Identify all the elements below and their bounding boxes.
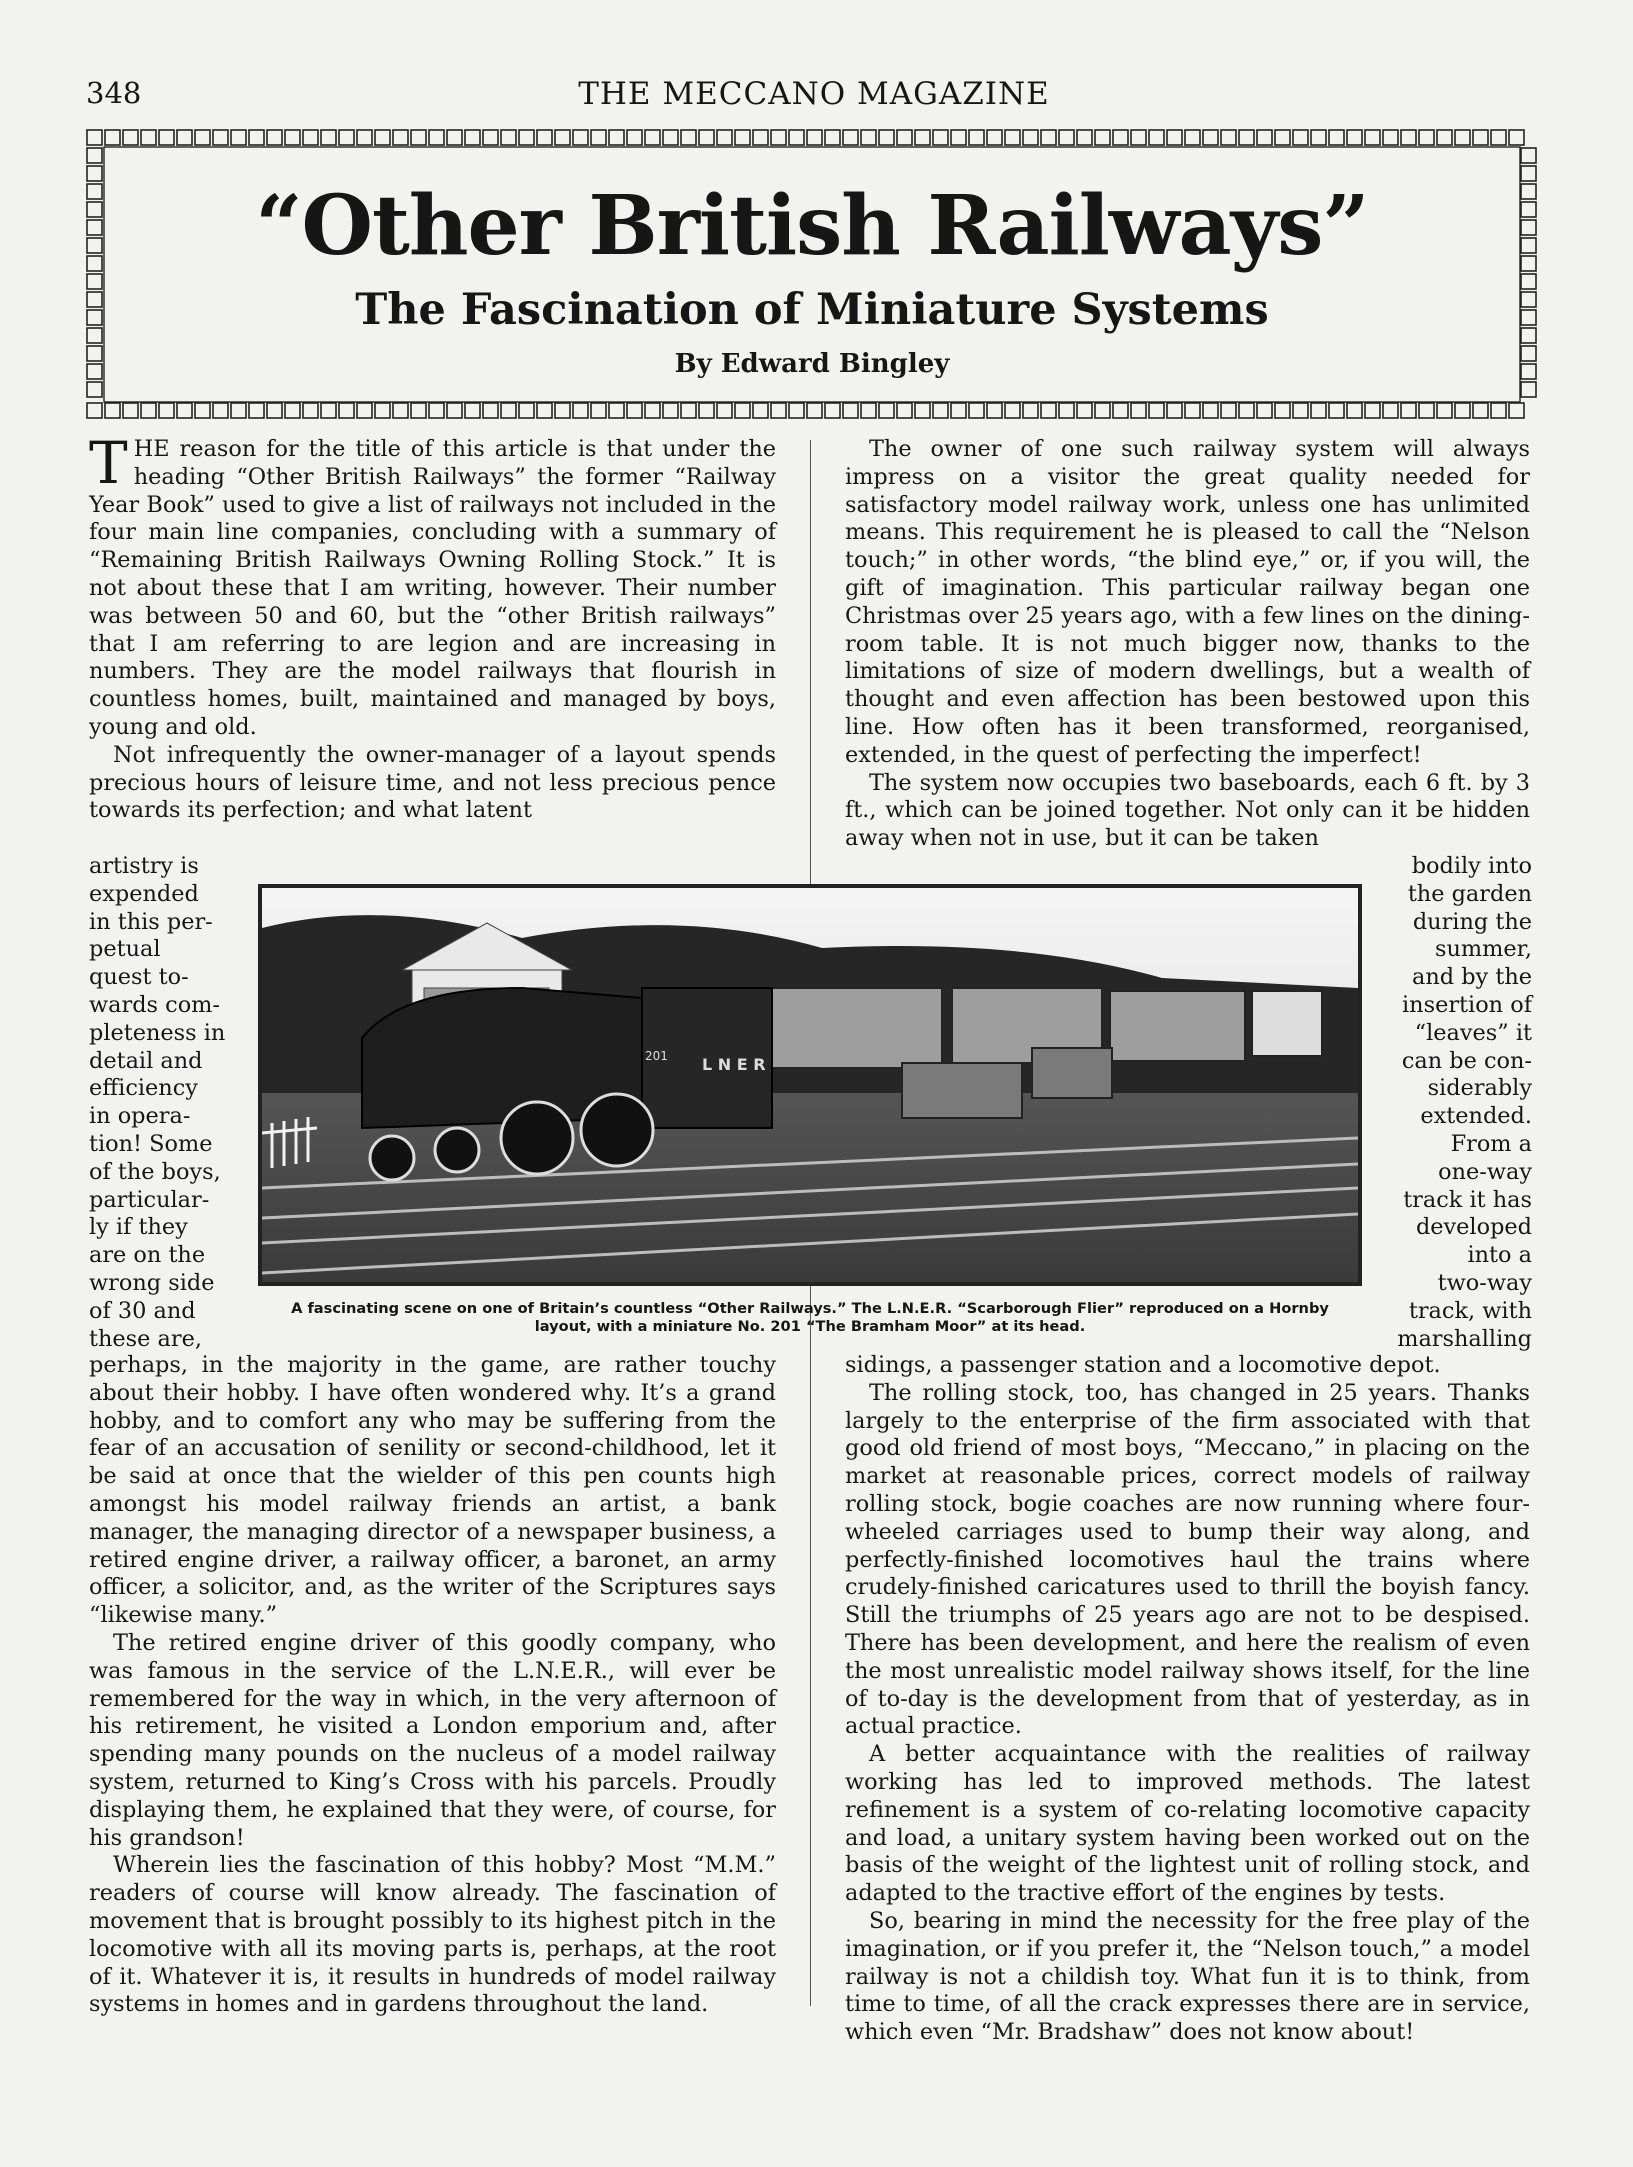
border-square xyxy=(1257,403,1272,418)
border-square xyxy=(933,403,948,418)
border-square xyxy=(753,403,768,418)
border-square xyxy=(681,403,696,418)
border-square xyxy=(447,403,462,418)
wrap-line: pleteness in xyxy=(89,1019,226,1046)
border-square xyxy=(1383,403,1398,418)
border-square xyxy=(969,130,984,145)
border-square xyxy=(825,403,840,418)
border-square xyxy=(1419,130,1434,145)
border-square xyxy=(1509,130,1524,145)
left-column-bottom xyxy=(89,1352,776,2019)
engine-number: 201 xyxy=(645,1049,668,1063)
wrap-line: particular- xyxy=(89,1186,210,1213)
border-square xyxy=(951,403,966,418)
title-box xyxy=(86,129,1538,420)
border-square xyxy=(933,130,948,145)
wrap-line: wrong side xyxy=(89,1269,215,1296)
border-square xyxy=(393,130,408,145)
border-square xyxy=(987,130,1002,145)
wrap-line: artistry is xyxy=(89,853,199,879)
left-wrap-text xyxy=(89,853,229,1353)
border-square xyxy=(699,130,714,145)
paragraph-text: HE reason for the title of this article is that under the heading “Other British Railways” the former “Railway Year Book” used to give a list of railways not included in the four main line companies, concluding with a summary of “Remaining British Railways Owning Rolling Stock.” It is not about these that I am writing, however. Their number was between 50 and 60, but the “other British railways” that I am referring to are legion and are increasing in numbers. They are the model railways that flourish in countless homes, built, maintained and managed by boys, young and old. xyxy=(89,436,776,740)
border-square xyxy=(123,130,138,145)
border-square xyxy=(753,130,768,145)
paragraph xyxy=(89,429,776,742)
border-square xyxy=(537,130,552,145)
border-square xyxy=(969,403,984,418)
border-square xyxy=(1185,130,1200,145)
border-square xyxy=(1005,130,1020,145)
border-square xyxy=(321,130,336,145)
border-square xyxy=(87,148,102,163)
border-square xyxy=(843,130,858,145)
border-square xyxy=(1239,130,1254,145)
paragraph: So, bearing in mind the necessity for the free play of the imagination, or if you prefer it, the “Nelson touch,” a model railway is not a childish toy. What fun it is to think, from time to time, of all the crack expresses there are in service, which even “Mr. Bradshaw” does not know about! xyxy=(845,1907,1530,2046)
border-square xyxy=(987,403,1002,418)
wrap-line: siderably xyxy=(1427,1075,1532,1102)
paragraph: The owner of one such railway system will always impress on a visitor the great quality needed for satisfactory model railway work, unless one has unlimited means. This requirement he is pleased to call the “Nelson touch;” in other words, “the blind eye,” or, if you will, the gift of imagination. This particular railway began one Christmas over 25 years ago, with a few lines on the dining-room table. It is not much bigger now, thanks to the limitations of size of modern dwellings, but a wealth of thought and even affection has been bestowed upon this line. How often has it been transformed, reorganised, extended, in the quest of perfecting the imperfect! xyxy=(845,436,1530,768)
border-square xyxy=(1491,403,1506,418)
wrap-line: petual xyxy=(89,936,161,963)
border-square xyxy=(159,403,174,418)
photo-caption xyxy=(258,1300,1362,1336)
border-square xyxy=(717,130,732,145)
wrap-line: and by the xyxy=(1412,964,1532,991)
border-square xyxy=(141,130,156,145)
border-square xyxy=(1437,130,1452,145)
border-square xyxy=(681,130,696,145)
border-square xyxy=(195,130,210,145)
border-square xyxy=(249,403,264,418)
border-square xyxy=(321,403,336,418)
paragraph: The retired engine driver of this goodly company, who was famous in the service of the L.N.E.R., will ever be remembered for the way in which, in the very afternoon of his retirement, he visited a London emporium and, after spending many pounds on the nucleus of a model railway system, returned to King’s Cross with his parcels. Proudly displaying them, he explained that they were, of course, for his grandson! xyxy=(89,1629,776,1851)
border-square xyxy=(411,403,426,418)
wrap-line: into a xyxy=(1467,1242,1532,1269)
border-square xyxy=(1347,403,1362,418)
border-square xyxy=(1521,274,1536,289)
border-square xyxy=(375,130,390,145)
border-square xyxy=(1239,403,1254,418)
border-square xyxy=(1437,403,1452,418)
border-square xyxy=(1095,403,1110,418)
border-square xyxy=(645,130,660,145)
border-square xyxy=(609,130,624,145)
border-square xyxy=(1473,130,1488,145)
border-square xyxy=(915,130,930,145)
border-square xyxy=(1293,130,1308,145)
border-square xyxy=(375,403,390,418)
wrap-line: track, with xyxy=(1408,1297,1532,1324)
border-square xyxy=(1419,403,1434,418)
border-square xyxy=(789,403,804,418)
running-head xyxy=(86,76,1542,122)
border-square xyxy=(501,130,516,145)
border-square xyxy=(663,403,678,418)
border-square xyxy=(951,130,966,145)
border-square xyxy=(231,130,246,145)
border-square xyxy=(1521,166,1536,181)
border-square xyxy=(303,130,318,145)
border-square xyxy=(519,403,534,418)
wrap-line: in this per- xyxy=(89,908,213,935)
wrap-line: during the xyxy=(1412,908,1532,935)
wrap-line: marshalling xyxy=(1397,1325,1532,1352)
border-square xyxy=(789,130,804,145)
border-square xyxy=(267,403,282,418)
paragraph: A better acquaintance with the realities of railway working has led to improved methods. The latest refinement is a system of co-relating locomotive capacity and load, a unitary system having been worked out on the basis of the weight of the lightest unit of rolling stock, and adapted to the tractive effort of the engines by tests. xyxy=(845,1741,1530,1907)
border-square xyxy=(1113,130,1128,145)
wrap-line: of 30 and xyxy=(89,1297,196,1324)
border-square xyxy=(1293,403,1308,418)
border-square xyxy=(915,403,930,418)
border-square xyxy=(1203,403,1218,418)
wrap-line: quest to- xyxy=(89,964,189,991)
border-square xyxy=(843,403,858,418)
border-square xyxy=(771,130,786,145)
border-square xyxy=(591,403,606,418)
border-square xyxy=(267,130,282,145)
paragraph: The system now occupies two baseboards, each 6 ft. by 3 ft., which can be joined together. Not only can it be hidden away when not in use, but it can be taken xyxy=(845,769,1530,852)
article-title: “Other British Railways” xyxy=(255,178,1369,274)
paragraph: Wherein lies the fascination of this hobby? Most “M.M.” readers of course will know already. The fascination of movement that is brought possibly to its highest pitch in the locomotive with all its moving parts is, perhaps, at the root of it. Whatever it is, it results in hundreds of model railway systems in homes and in gardens throughout the land. xyxy=(89,1852,776,2018)
border-square xyxy=(879,403,894,418)
border-square xyxy=(1149,403,1164,418)
drop-cap: T xyxy=(89,429,128,497)
left-column-top xyxy=(89,429,776,825)
border-square xyxy=(1329,403,1344,418)
border-square xyxy=(1275,403,1290,418)
border-square xyxy=(1401,130,1416,145)
wrap-line: of the boys, xyxy=(89,1158,221,1185)
border-square xyxy=(1455,130,1470,145)
border-square xyxy=(105,130,120,145)
border-square xyxy=(1167,403,1182,418)
border-square xyxy=(213,403,228,418)
border-square xyxy=(231,403,246,418)
border-square xyxy=(1521,382,1536,397)
wrap-line: “leaves” it xyxy=(1414,1019,1532,1046)
border-square xyxy=(357,403,372,418)
border-square xyxy=(87,166,102,181)
border-square xyxy=(1365,130,1380,145)
wrap-line: bodily into xyxy=(1411,853,1532,879)
border-square xyxy=(1521,148,1536,163)
border-square xyxy=(1005,403,1020,418)
right-wrap-text xyxy=(1395,853,1532,1353)
border-square xyxy=(429,130,444,145)
border-square xyxy=(645,403,660,418)
border-square xyxy=(861,130,876,145)
border-square xyxy=(465,403,480,418)
engine-lettering: L N E R xyxy=(702,1055,766,1074)
paragraph: The rolling stock, too, has changed in 25 years. Thanks largely to the enterprise of the firm associated with that good old friend of most boys, “Meccano,” in placing on the market at reasonable prices, correct models of railway rolling stock, bogie coaches are now running where four-wheeled carriages used to bump their way along, and perfectly-finished locomotives haul the trains where crudely-finished caricatures used to thrill the boyish fancy. Still the triumphs of 25 years ago are not to be despised. There has been development, and here the realism of even the most unrealistic model railway shows itself, for the line of to-day is the development from that of yesterday, as in actual practice. xyxy=(845,1379,1530,1740)
wrap-line: in opera- xyxy=(89,1103,191,1130)
right-column-top xyxy=(845,436,1530,853)
border-square xyxy=(393,403,408,418)
border-square xyxy=(1077,403,1092,418)
border-square xyxy=(1023,403,1038,418)
border-square xyxy=(177,130,192,145)
border-square xyxy=(213,130,228,145)
border-square xyxy=(357,130,372,145)
border-square xyxy=(1509,403,1524,418)
border-square xyxy=(1131,403,1146,418)
wrap-line: one-way xyxy=(1438,1158,1532,1185)
train-photo xyxy=(258,884,1362,1286)
border-square xyxy=(141,403,156,418)
wrap-line: the garden xyxy=(1407,880,1532,907)
wrap-line: wards com- xyxy=(89,991,220,1018)
wrap-line: tion! Some xyxy=(89,1130,213,1157)
magazine-title: THE MECCANO MAGAZINE xyxy=(578,76,1050,112)
border-square xyxy=(1221,130,1236,145)
border-square xyxy=(483,403,498,418)
border-square xyxy=(825,130,840,145)
right-column-bottom xyxy=(845,1352,1530,2047)
byline: By Edward Bingley xyxy=(674,349,950,379)
border-square xyxy=(1059,130,1074,145)
border-square xyxy=(447,130,462,145)
border-square xyxy=(879,130,894,145)
border-square xyxy=(1059,403,1074,418)
border-square xyxy=(699,403,714,418)
caption-line: layout, with a miniature No. 201 “The Bramham Moor” at its head. xyxy=(534,1318,1086,1335)
border-square xyxy=(339,403,354,418)
border-square xyxy=(1365,403,1380,418)
border-square xyxy=(555,403,570,418)
wrap-line: are on the xyxy=(89,1242,206,1269)
border-square xyxy=(735,403,750,418)
border-square xyxy=(663,130,678,145)
border-square xyxy=(177,403,192,418)
wrap-line: developed xyxy=(1415,1214,1532,1241)
border-square xyxy=(861,403,876,418)
border-square xyxy=(1311,130,1326,145)
border-square xyxy=(1401,403,1416,418)
border-square xyxy=(87,274,102,289)
border-square xyxy=(1203,130,1218,145)
border-square xyxy=(1185,403,1200,418)
border-square xyxy=(897,403,912,418)
border-square xyxy=(1023,130,1038,145)
border-square xyxy=(501,403,516,418)
border-square xyxy=(123,403,138,418)
page-number: 348 xyxy=(86,76,142,110)
border-square xyxy=(1347,130,1362,145)
article-subtitle: The Fascination of Miniature Systems xyxy=(355,285,1269,335)
wrap-line: can be con- xyxy=(1401,1047,1532,1074)
border-square xyxy=(465,130,480,145)
border-square xyxy=(285,130,300,145)
border-square xyxy=(195,403,210,418)
wrap-line: detail and xyxy=(89,1047,203,1074)
border-square xyxy=(285,403,300,418)
border-square xyxy=(1149,130,1164,145)
border-square xyxy=(411,130,426,145)
border-square xyxy=(627,403,642,418)
border-square xyxy=(807,130,822,145)
caption-line: A fascinating scene on one of Britain’s countless “Other Railways.” The L.N.E.R. “Scarborough Flier” reproduced on a Hornby xyxy=(291,1300,1329,1317)
wrap-line: From a xyxy=(1450,1130,1532,1157)
border-square xyxy=(591,130,606,145)
border-square xyxy=(1329,130,1344,145)
wrap-line: ly if they xyxy=(89,1214,188,1241)
paragraph: perhaps, in the majority in the game, are rather touchy about their hobby. I have often wondered why. It’s a grand hobby, and to comfort any who may be suffering from the fear of an accusation of senility or second-childhood, let it be said at once that the wielder of this pen counts high amongst his model railway friends an artist, a bank manager, the managing director of a newspaper business, a retired engine driver, a railway officer, a baronet, an army officer, a solicitor, and, as the writer of the Scriptures says “likewise many.” xyxy=(89,1352,776,1629)
border-square xyxy=(429,403,444,418)
border-square xyxy=(519,130,534,145)
border-square xyxy=(1383,130,1398,145)
border-square xyxy=(1095,130,1110,145)
border-square xyxy=(159,130,174,145)
wrap-line: extended. xyxy=(1420,1103,1532,1130)
border-square xyxy=(87,403,102,418)
border-square xyxy=(555,130,570,145)
border-square xyxy=(573,403,588,418)
border-square xyxy=(1455,403,1470,418)
border-square xyxy=(735,130,750,145)
border-square xyxy=(609,403,624,418)
wrap-line: two-way xyxy=(1437,1269,1532,1296)
paragraph: Not infrequently the owner-manager of a layout spends precious hours of leisure time, and not less precious pence towards its perfection; and what latent xyxy=(89,741,776,824)
border-square xyxy=(1491,130,1506,145)
border-square xyxy=(1131,130,1146,145)
border-square xyxy=(573,130,588,145)
wrap-line: summer, xyxy=(1435,936,1532,963)
border-square xyxy=(1041,130,1056,145)
border-square xyxy=(105,403,120,418)
border-square xyxy=(87,382,102,397)
border-square xyxy=(1167,130,1182,145)
border-square xyxy=(1221,403,1236,418)
border-square xyxy=(1257,130,1272,145)
border-square xyxy=(771,403,786,418)
border-square xyxy=(1077,130,1092,145)
border-square xyxy=(1041,403,1056,418)
border-square xyxy=(1311,403,1326,418)
wrap-line: insertion of xyxy=(1402,991,1532,1018)
border-square xyxy=(1275,130,1290,145)
model-railway-illustration xyxy=(262,888,1358,1282)
border-square xyxy=(627,130,642,145)
border-square xyxy=(1113,403,1128,418)
border-square xyxy=(303,403,318,418)
paragraph: sidings, a passenger station and a locomotive depot. xyxy=(845,1352,1441,1378)
wrap-line: efficiency xyxy=(89,1075,198,1102)
border-square xyxy=(537,403,552,418)
border-square xyxy=(87,130,102,145)
border-square xyxy=(249,130,264,145)
wrap-line: expended xyxy=(89,880,199,907)
border-square xyxy=(1473,403,1488,418)
border-square xyxy=(339,130,354,145)
wrap-line: track it has xyxy=(1403,1186,1532,1213)
border-square xyxy=(897,130,912,145)
border-square xyxy=(717,403,732,418)
wrap-line: these are, xyxy=(89,1325,202,1352)
border-square xyxy=(483,130,498,145)
border-square xyxy=(807,403,822,418)
